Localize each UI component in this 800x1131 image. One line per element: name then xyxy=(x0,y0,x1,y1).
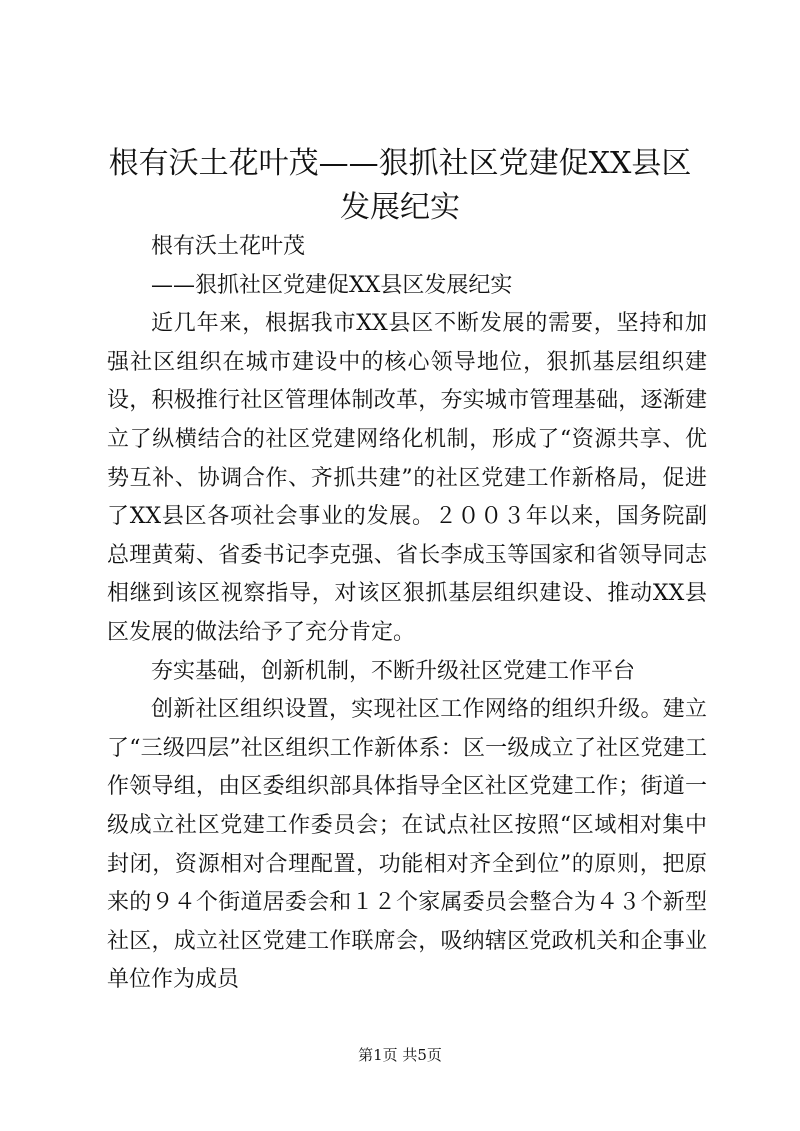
document-title: 根有沃土花叶茂——狠抓社区党建促XX县区发展纪实 xyxy=(108,146,692,225)
body-paragraph: 创新社区组织设置，实现社区工作网络的组织升级。建立了“三级四层”社区组织工作新体系：区一级成立了社区党建工作领导组，由区委组织部具体指导全区社区党建工作；街道一级成立社区党建工作委员会；在试点社区按照“区域相对集中封闭，资源相对合理配置，功能相对齐全到位”的原则，把原来的９４个街道居委会和１２个家属委员会整合为４３个新型社区，成立社区党建工作联席会，吸纳辖区党政机关和企事业单位作为成员 xyxy=(107,697,707,993)
section-heading: 夯实基础，创新机制，不断升级社区党建工作平台 xyxy=(151,658,636,684)
page-number-footer: 第1页 共5页 xyxy=(358,1046,442,1064)
subtitle-line-1: 根有沃土花叶茂 xyxy=(151,234,306,259)
subtitle-line-2: ——狠抓社区党建促XX县区发展纪实 xyxy=(151,272,513,298)
body-paragraph: 近几年来，根据我市XX县区不断发展的需要，坚持和加强社区组织在城市建设中的核心领导地位，狠抓基层组织建设，积极推行社区管理体制改革，夯实城市管理基础，逐渐建立了纵横结合的社区党建网络化机制，形成了“资源共享、优势互补、协调合作、齐抓共建”的社区党建工作新格局，促进了XX县区各项社会事业的发展。２００３年以来，国务院副总理黄菊、省委书记李克强、省长李成玉等国家和省领导同志相继到该区视察指导，对该区狠抓基层组织建设、推动XX县区发展的做法给予了充分肯定。 xyxy=(107,311,707,645)
document-body xyxy=(107,228,707,1000)
